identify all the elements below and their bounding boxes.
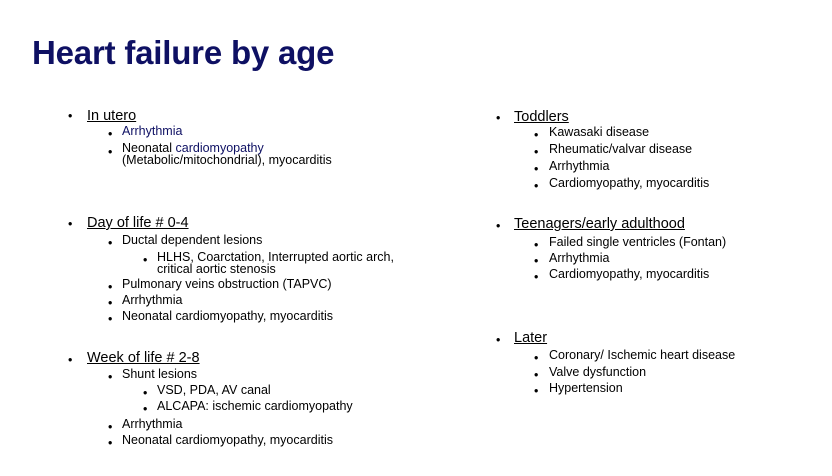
list-item: Arrhythmia xyxy=(122,293,183,307)
bullet: • xyxy=(496,111,501,125)
bullet: • xyxy=(108,127,113,141)
bullet: • xyxy=(534,238,539,252)
bullet: • xyxy=(108,420,113,434)
bullet: • xyxy=(108,280,113,294)
list-item: Arrhythmia xyxy=(122,124,183,138)
bullet: • xyxy=(496,333,501,347)
bullet: • xyxy=(534,368,539,382)
list-item: Rheumatic/valvar disease xyxy=(549,142,693,156)
section-heading-day-of-life: Day of life # 0-4 xyxy=(87,215,189,231)
bullet: • xyxy=(108,312,113,326)
slide-title: Heart failure by age xyxy=(32,34,335,71)
bullet: • xyxy=(534,384,539,398)
bullet: • xyxy=(534,128,539,142)
list-item: Cardiomyopathy, myocarditis xyxy=(549,176,710,190)
bullet: • xyxy=(534,179,539,193)
bullet: • xyxy=(534,351,539,365)
sub-list-item-continuation: critical aortic stenosis xyxy=(157,262,276,276)
sub-list-item: VSD, PDA, AV canal xyxy=(157,383,271,397)
bullet: • xyxy=(534,254,539,268)
section-heading-teenagers: Teenagers/early adulthood xyxy=(514,216,685,232)
sub-list-item: ALCAPA: ischemic cardiomyopathy xyxy=(157,399,353,413)
bullet: • xyxy=(68,109,73,123)
list-item: Valve dysfunction xyxy=(549,365,647,379)
bullet: • xyxy=(496,219,501,233)
list-item: Neonatal cardiomyopathy, myocarditis xyxy=(122,433,333,447)
list-item: Arrhythmia xyxy=(549,159,610,173)
bullet: • xyxy=(108,436,113,450)
bullet: • xyxy=(534,145,539,159)
list-item: Hypertension xyxy=(549,381,623,395)
bullet: • xyxy=(108,236,113,250)
bullet: • xyxy=(534,270,539,284)
bullet: • xyxy=(108,145,113,159)
list-item: Ductal dependent lesions xyxy=(122,233,263,247)
section-heading-week-of-life: Week of life # 2-8 xyxy=(87,350,200,366)
list-item: Neonatal cardiomyopathy, myocarditis xyxy=(122,309,333,323)
list-item: Kawasaki disease xyxy=(549,125,650,139)
list-item: Shunt lesions xyxy=(122,367,198,381)
cardiomyopathy-link: cardiomyopathy xyxy=(175,141,264,155)
item-text: Neonatal xyxy=(122,141,176,155)
bullet: • xyxy=(108,370,113,384)
list-item-continuation: (Metabolic/mitochondrial), myocarditis xyxy=(122,153,332,167)
bullet: • xyxy=(108,296,113,310)
list-item: Failed single ventricles (Fontan) xyxy=(549,235,727,249)
bullet: • xyxy=(143,253,148,267)
list-item: Arrhythmia xyxy=(122,417,183,431)
list-item: Cardiomyopathy, myocarditis xyxy=(549,267,710,281)
bullet: • xyxy=(143,402,148,416)
list-item: Pulmonary veins obstruction (TAPVC) xyxy=(122,277,332,291)
section-heading-in-utero: In utero xyxy=(87,108,137,124)
section-heading-later: Later xyxy=(514,330,548,346)
bullet: • xyxy=(68,353,73,367)
bullet: • xyxy=(68,217,73,231)
section-heading-toddlers: Toddlers xyxy=(514,109,569,125)
bullet: • xyxy=(143,386,148,400)
bullet: • xyxy=(534,162,539,176)
list-item: Coronary/ Ischemic heart disease xyxy=(549,348,736,362)
sub-list-item: HLHS, Coarctation, Interrupted aortic arch, xyxy=(157,250,394,264)
list-item: Arrhythmia xyxy=(549,251,610,265)
